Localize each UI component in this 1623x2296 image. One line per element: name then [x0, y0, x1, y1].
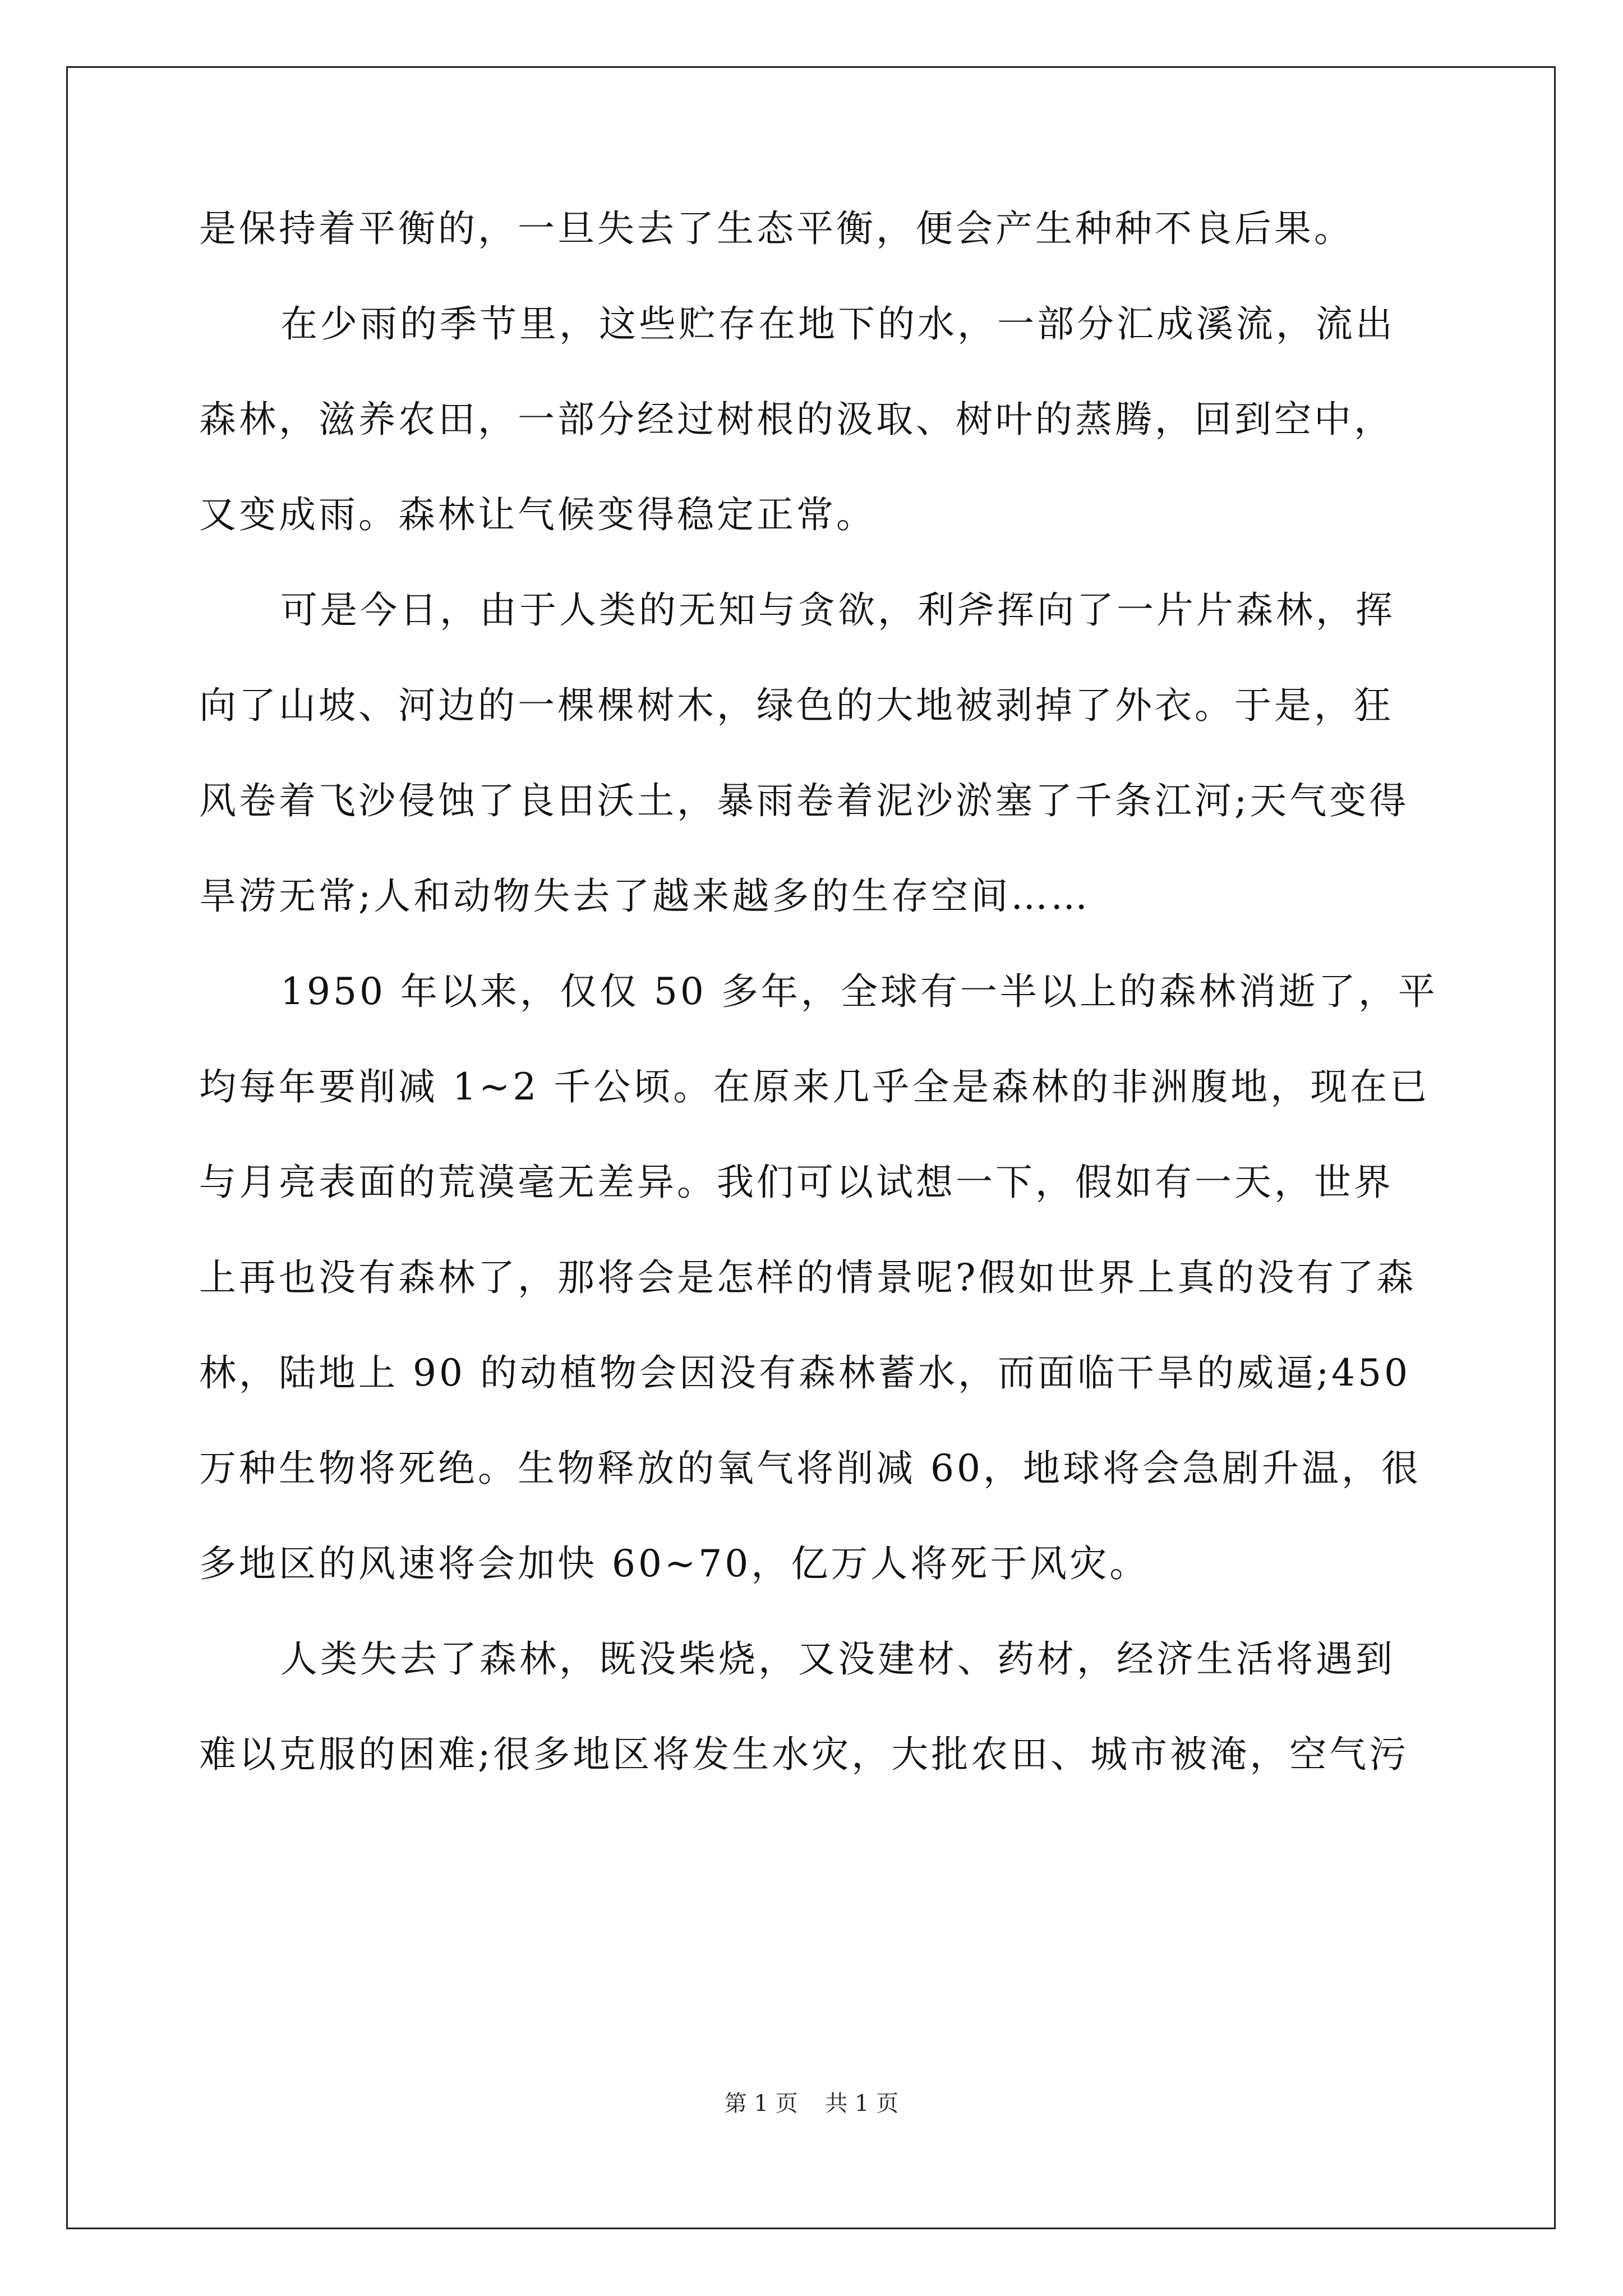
- paragraph-first-line: 在少雨的季节里，这些贮存在地下的水，一部分汇成溪流，流出: [280, 302, 1395, 346]
- page-number-current: 第 1 页: [724, 2091, 798, 2116]
- page-footer: [0, 2087, 1623, 2120]
- page-number-total: 共 1 页: [825, 2091, 899, 2116]
- paragraph-first-line: 人类失去了森林，既没柴烧，又没建材、药材，经济生活将遇到: [280, 1637, 1395, 1681]
- paragraph-first-line: 1950 年以来，仅仅 50 多年，全球有一半以上的森林消逝了，平: [280, 970, 1438, 1013]
- text-line: 森林，滋养农田，一部分经过树根的汲取、树叶的蒸腾，回到空中，: [199, 398, 1394, 441]
- text-line: 难以克服的困难;很多地区将发生水灾，大批农田、城市被淹，空气污: [199, 1733, 1409, 1776]
- text-line: 万种生物将死绝。生物释放的氧气将削减 60，地球将会急剧升温，很: [199, 1447, 1421, 1490]
- text-line: 向了山坡、河边的一棵棵树木，绿色的大地被剥掉了外衣。于是，狂: [199, 684, 1394, 727]
- text-line: 林，陆地上 90 的动植物会因没有森林蓄水，而面临干旱的威逼;450: [199, 1351, 1411, 1395]
- text-line: 旱涝无常;人和动物失去了越来越多的生存空间……: [199, 875, 1091, 918]
- text-line: 多地区的风速将会加快 60~70，亿万人将死于风灾。: [199, 1542, 1150, 1585]
- page-border: [66, 66, 1556, 2229]
- text-line: 又变成雨。森林让气候变得稳定正常。: [199, 493, 876, 536]
- text-line: 是保持着平衡的，一旦失去了生态平衡，便会产生种种不良后果。: [199, 207, 1354, 250]
- text-line: 风卷着飞沙侵蚀了良田沃土，暴雨卷着泥沙淤塞了千条江河;天气变得: [199, 779, 1409, 822]
- paragraph-first-line: 可是今日，由于人类的无知与贪欲，利斧挥向了一片片森林，挥: [280, 588, 1395, 632]
- text-line: 均每年要削减 1~2 千公顷。在原来几乎全是森林的非洲腹地，现在已: [199, 1065, 1430, 1108]
- text-line: 与月亮表面的荒漠毫无差异。我们可以试想一下，假如有一天，世界: [199, 1161, 1394, 1204]
- text-line: 上再也没有森林了，那将会是怎样的情景呢?假如世界上真的没有了森: [199, 1256, 1417, 1299]
